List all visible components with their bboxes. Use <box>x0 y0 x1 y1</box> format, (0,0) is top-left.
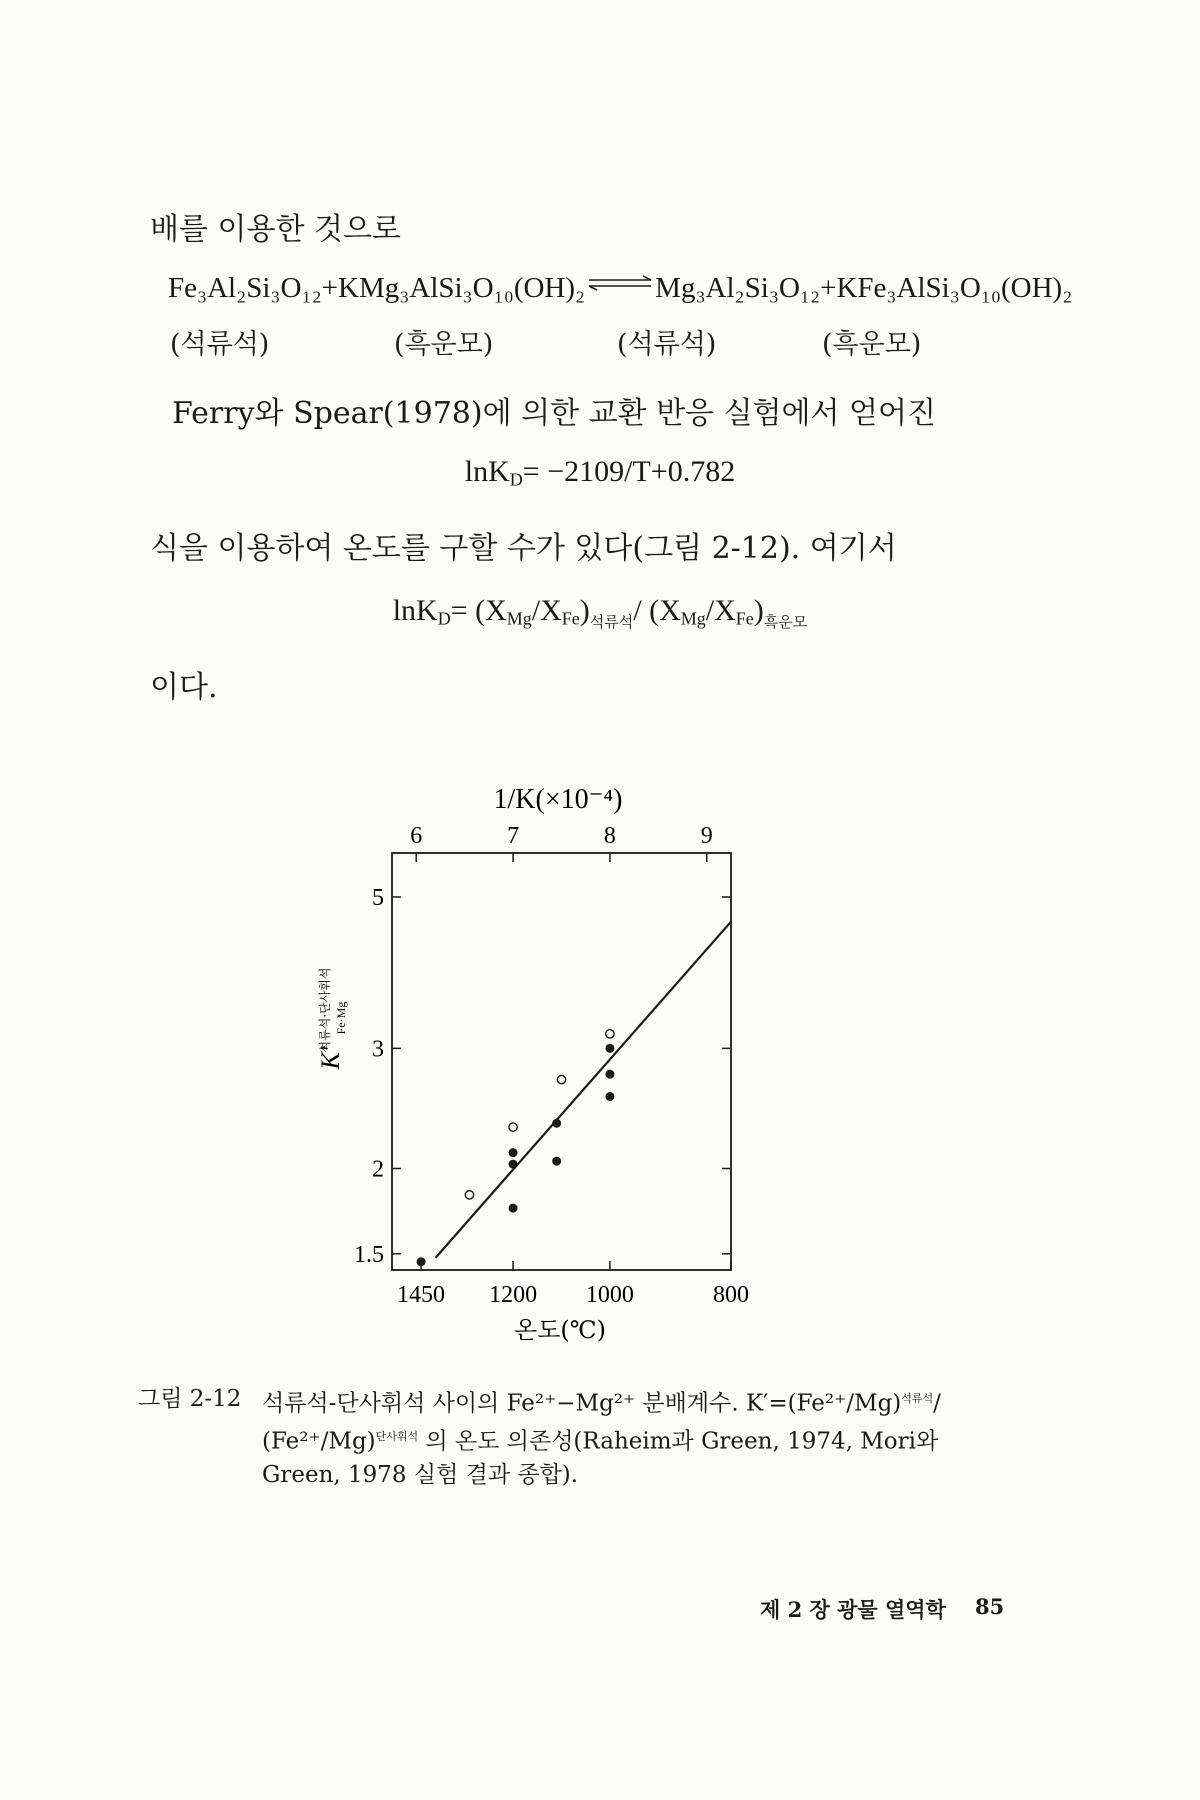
equation-kd-definition: $\ln K_D= (X_{Mg}/X_{Fe})_{석류석}/$ $(X_{Mg}/X_{Fe})_{흑운모}$ <box>392 594 808 631</box>
plot-area-border <box>392 853 731 1270</box>
mineral-label-garnet-1: (석류석) <box>170 329 270 360</box>
temperature-sentence: 식을 이용하여 온도를 구할 수가 있다(그림 2-12). 여기서 <box>150 531 897 566</box>
top-tick-label: 9 <box>700 823 713 849</box>
page-number: 85 <box>975 1594 1005 1619</box>
footer-chapter-title: 제 2 장 광물 열역학 <box>760 1597 946 1622</box>
data-point-filled <box>552 1119 561 1128</box>
y-tick-label: 1.5 <box>354 1241 384 1268</box>
reaction-right: Mg₃Al₂Si₃O₁₂+KFe₃AlSi₃O₁₀(OH)₂ <box>655 272 1073 304</box>
bottom-tick-label: 800 <box>713 1282 749 1308</box>
x-axis-title: 온도(℃) <box>514 1316 606 1344</box>
plot-frame <box>392 853 731 1270</box>
regression-line <box>436 922 731 1258</box>
figure-caption-line3: Green, 1978 실험 결과 종합). <box>262 1462 579 1488</box>
y-axis-title-subscript: Fe·Mg <box>334 1001 348 1035</box>
top-tick-label: 7 <box>507 823 520 849</box>
y-tick-label: 3 <box>372 1036 384 1063</box>
mineral-label-biotite-2: (흑운모) <box>822 329 922 360</box>
data-point-open <box>606 1030 614 1038</box>
data-point-filled <box>605 1044 614 1053</box>
top-axis-label: 1/K(×10⁻⁴) <box>493 784 623 815</box>
figure-caption-label: 그림 2-12 <box>138 1386 242 1412</box>
data-point-filled <box>509 1160 518 1169</box>
bottom-tick-label: 1200 <box>489 1282 538 1308</box>
top-tick-label: 6 <box>410 823 423 849</box>
bottom-tick-label: 1000 <box>585 1282 634 1308</box>
bottom-tick-label: 1450 <box>397 1282 446 1308</box>
figure-caption-line1: 석류석-단사휘석 사이의 Fe²⁺−Mg²⁺ 분배계수. $K'=(Fe^{2+}/Mg)^{석류석}/$ <box>262 1390 941 1417</box>
y-tick-label: 2 <box>372 1156 384 1183</box>
top-tick-label: 8 <box>603 823 616 849</box>
data-point-filled <box>552 1157 561 1166</box>
data-point-open <box>509 1123 517 1131</box>
ferry-spear-sentence: Ferry와 Spear(1978)에 의한 교환 반응 실험에서 얻어진 <box>172 396 936 431</box>
y-axis-title-main: K′ <box>316 1046 345 1070</box>
data-point-filled <box>509 1204 518 1213</box>
data-point-filled <box>509 1148 518 1157</box>
intro-text: 배를 이용한 것으로 <box>150 212 401 247</box>
data-point-open <box>465 1191 473 1199</box>
data-point-filled <box>605 1070 614 1079</box>
data-point-filled <box>605 1092 614 1101</box>
mineral-label-biotite-1: (흑운모) <box>394 329 494 360</box>
y-axis-title-superscript: 석류석·단사휘석 <box>318 967 332 1053</box>
data-point-filled <box>417 1257 426 1266</box>
y-axis-title <box>316 968 348 1071</box>
y-tick-label: 5 <box>372 884 384 911</box>
figure-caption-line2: $(Fe^{2+}/Mg)^{단사휘석}$ 의 온도 의존성(Raheim과 Green, 1974, Mori와 <box>262 1428 939 1455</box>
reaction-left: Fe₃Al₂Si₃O₁₂+KMg₃AlSi₃O₁₀(OH)₂ <box>168 272 586 304</box>
data-point-open <box>557 1075 565 1083</box>
conclusion-text: 이다. <box>150 670 218 705</box>
mineral-label-garnet-2: (석류석) <box>617 329 717 360</box>
equation-lnkd: lnK$_D$= −2109/T+0.782 <box>464 455 736 490</box>
